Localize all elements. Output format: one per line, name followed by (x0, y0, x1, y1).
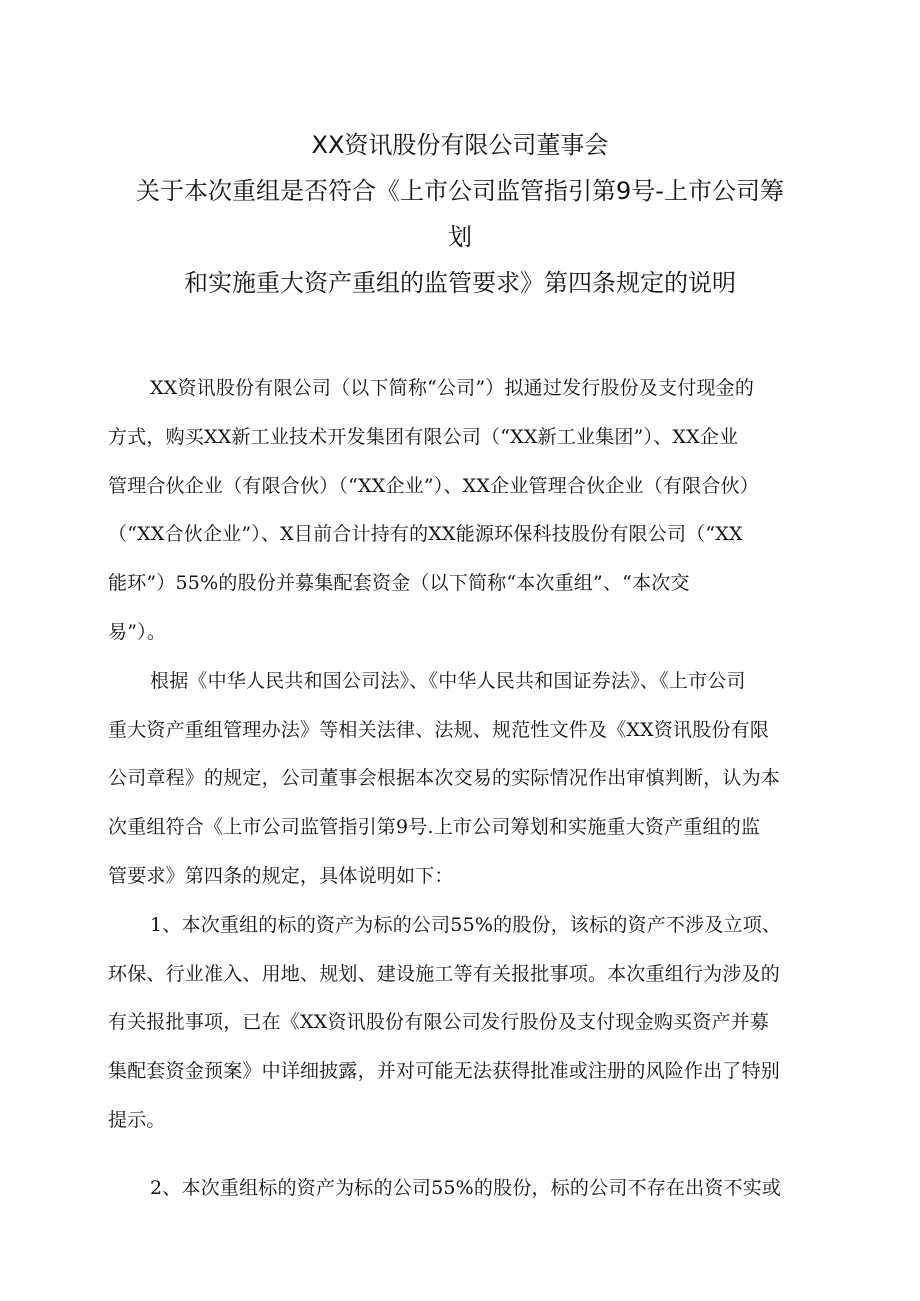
document-title (0, 122, 920, 306)
title-line: XX资讯股份有限公司董事会 (311, 131, 609, 159)
paragraph-line: 提示。 (108, 1108, 166, 1131)
paragraph-line: 方式，购买XX新工业技术开发集团有限公司（“XX新工业集团”）、XX企业 (108, 425, 739, 448)
paragraph-line: 2、本次重组标的资产为标的公司55%的股份，标的公司不存在出资不实或 (150, 1176, 782, 1199)
paragraph-line: 易”）。 (108, 620, 167, 643)
title-line: 和实施重大资产重组的监管要求》第四条规定的说明 (184, 269, 736, 297)
paragraph-line: XX资讯股份有限公司（以下简称“公司”）拟通过发行股份及支付现金的 (150, 377, 755, 399)
paragraph-line: 有关报批事项，已在《XX资讯股份有限公司发行股份及支付现金购买资产并募 (108, 1011, 770, 1034)
paragraph-1 (108, 364, 820, 657)
paragraph-line: 集配套资金预案》中详细披露，并对可能无法获得批准或注册的风险作出了特别 (108, 1060, 781, 1083)
paragraph-line: 公司章程》的规定，公司董事会根据本次交易的实际情况作出审慎判断，认为本 (108, 767, 781, 790)
paragraph-line: 管理合伙企业（有限合伙）（“XX企业”）、XX企业管理合伙企业（有限合伙） (108, 474, 759, 497)
paragraph-line: 管要求》第四条的规定，具体说明如下： (108, 864, 454, 887)
paragraph-line: 环保、行业准入、用地、规划、建设施工等有关报批事项。本次重组行为涉及的 (108, 962, 781, 985)
document-body (108, 364, 820, 1213)
paragraph-2 (108, 657, 820, 901)
paragraph-line: 根据《中华人民共和国公司法》、《中华人民共和国证券法》、《上市公司 (150, 669, 746, 692)
paragraph-line: 1、本次重组的标的资产为标的公司55%的股份，该标的资产不涉及立项、 (150, 913, 782, 936)
paragraph-3 (108, 901, 820, 1145)
paragraph-line: 能环”）55%的股份并募集配套资金（以下简称“本次重组”、“本次交 (108, 572, 690, 595)
paragraph-line: （“XX合伙企业”）、X目前合计持有的XX能源环保科技股份有限公司（“XX (108, 523, 743, 546)
paragraph-4 (108, 1164, 820, 1213)
title-line: 关于本次重组是否符合《上市公司监管指引第9号-上市公司筹 (136, 177, 784, 205)
paragraph-line: 次重组符合《上市公司监管指引第9号.上市公司筹划和实施重大资产重组的监 (108, 816, 761, 839)
paragraph-spacer (108, 1145, 820, 1164)
title-line: 划 (448, 223, 472, 251)
paragraph-line: 重大资产重组管理办法》等相关法律、法规、规范性文件及《XX资讯股份有限 (108, 718, 770, 741)
